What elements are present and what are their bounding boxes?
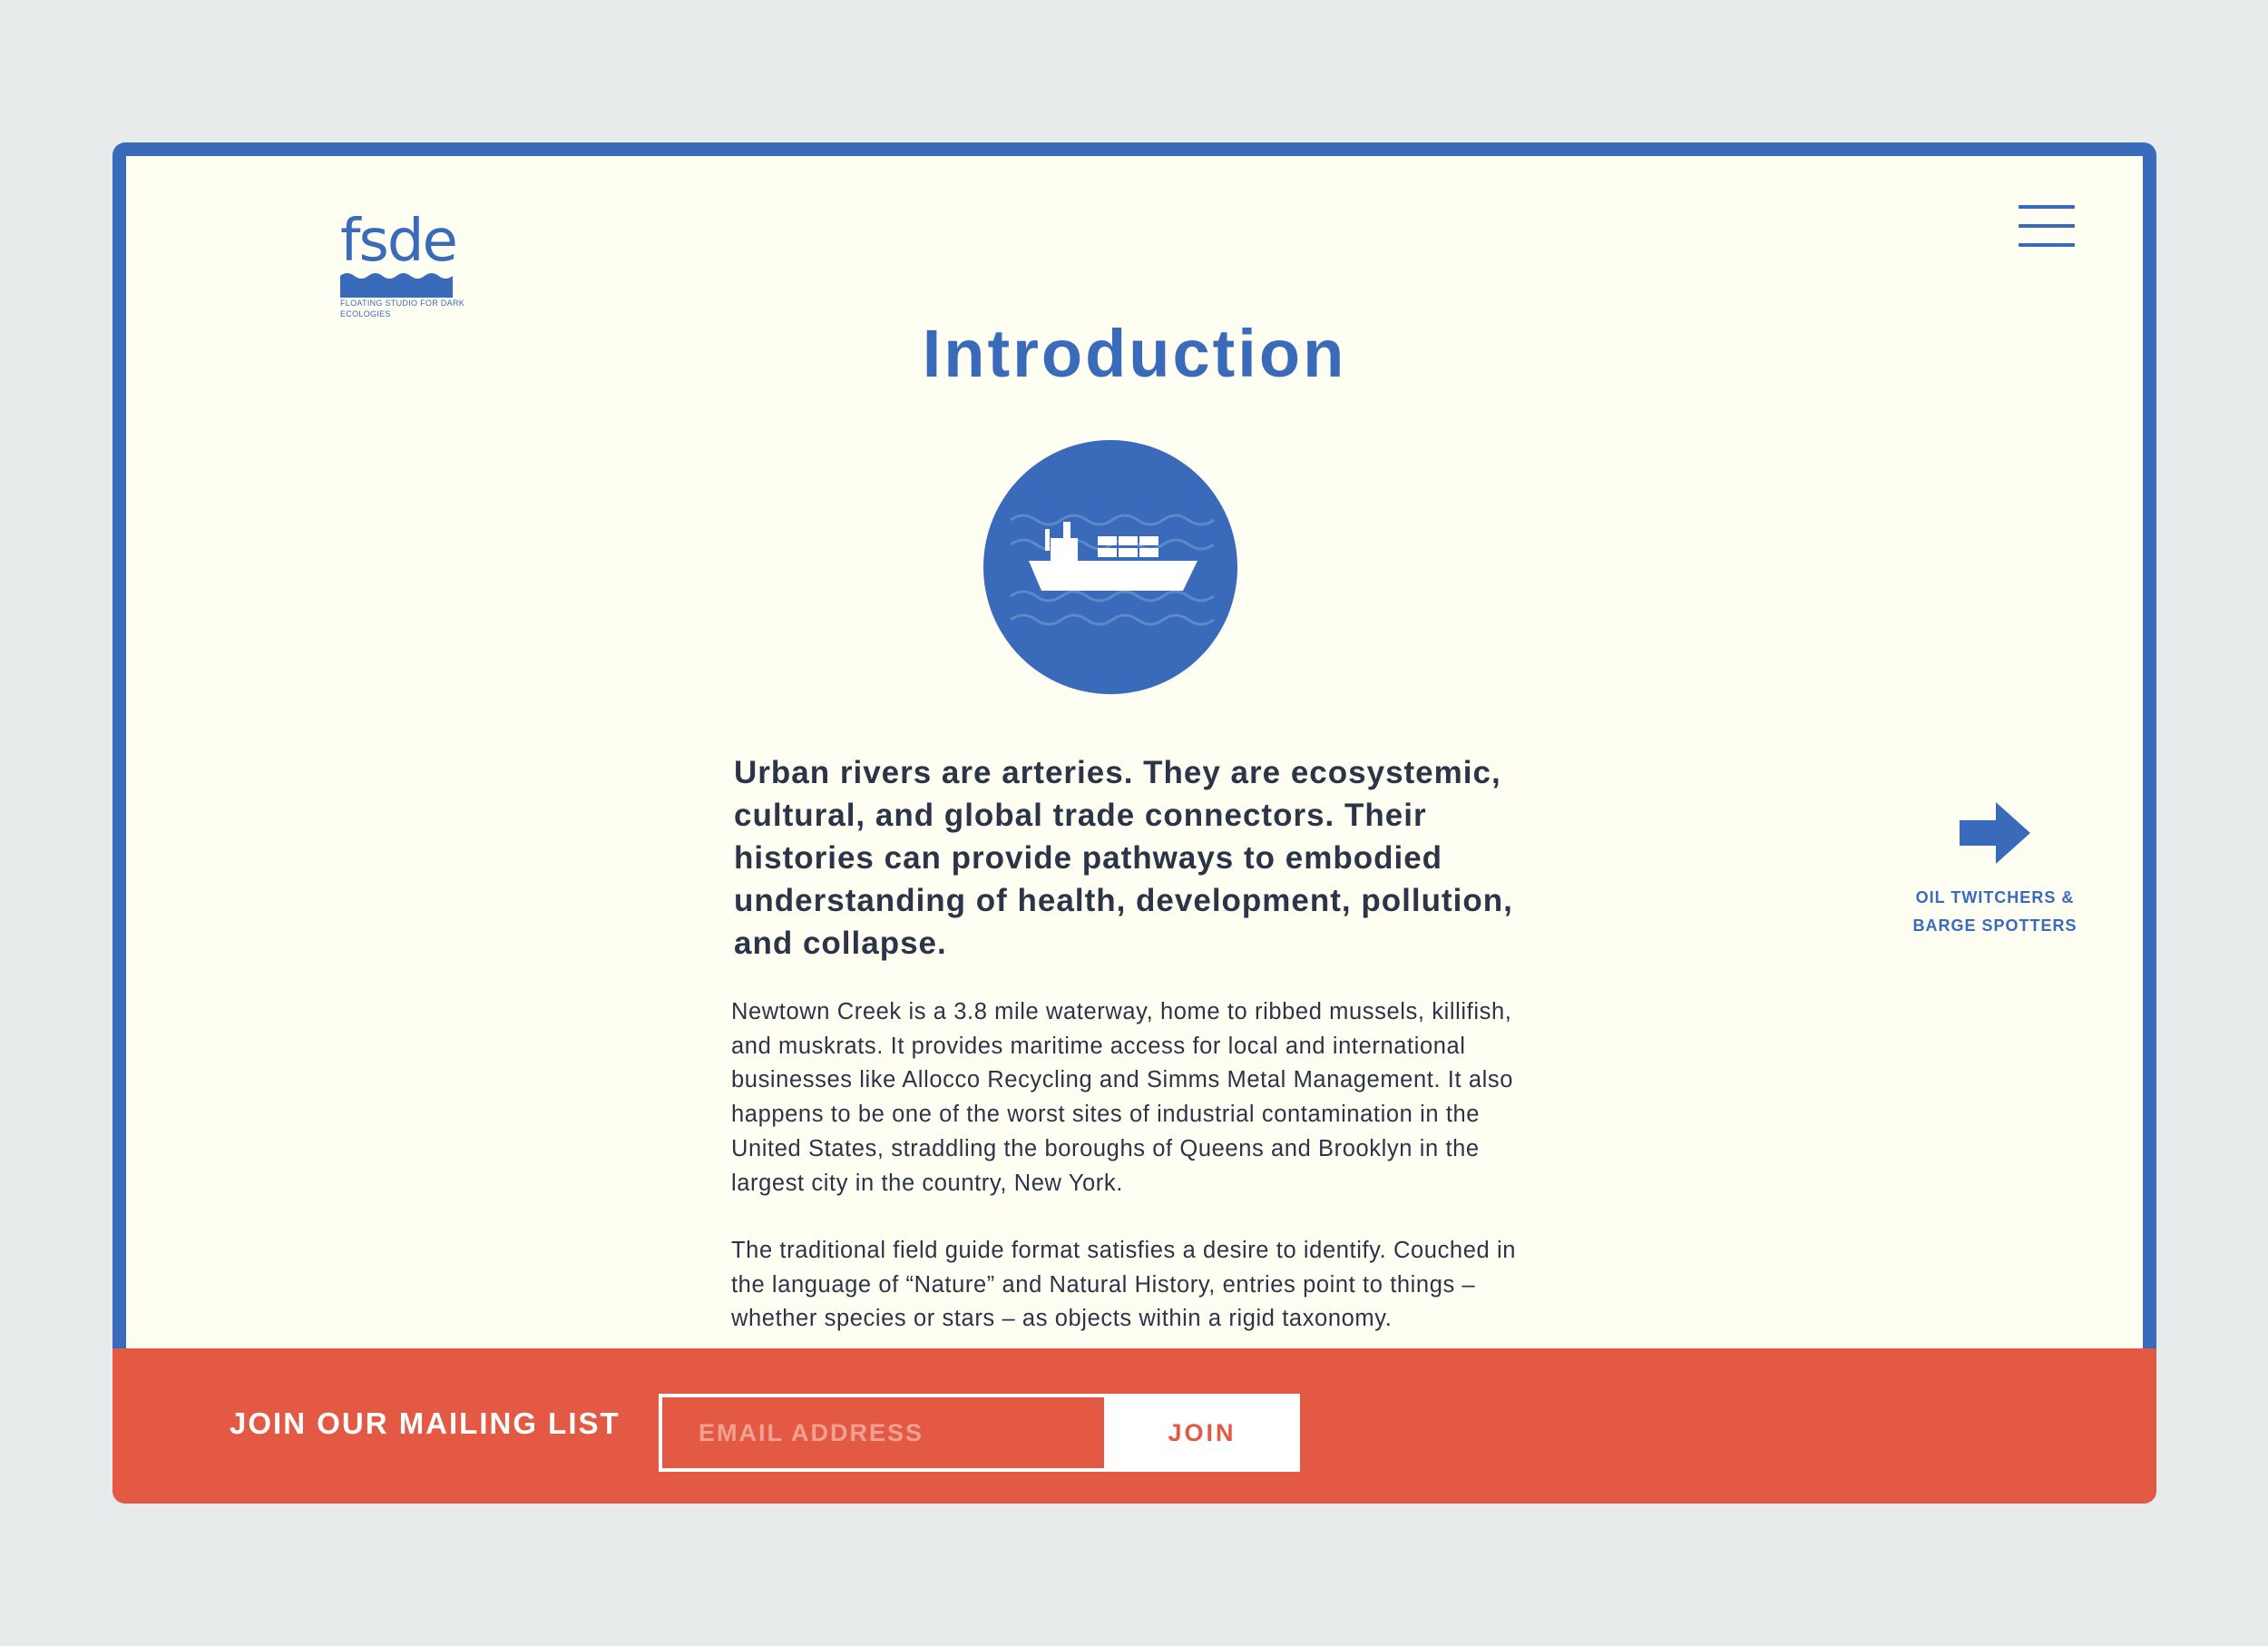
cargo-ship-icon — [983, 440, 1237, 694]
body-paragraph: The traditional field guide format satisfies a desire to identify. Couched in the language of “Nature” and Natural History, entries point to things – whether species or stars – as objects within a rigid taxonomy. — [731, 1238, 1517, 1332]
email-field[interactable] — [662, 1397, 1106, 1468]
hamburger-menu-icon[interactable] — [2019, 205, 2075, 247]
body-paragraph: Newtown Creek is a 3.8 mile waterway, home to ribbed mussels, killifish, and muskrats. It provides maritime access for local and international businesses like Allocco Recycling and Simms Metal Management. It also happens to be one of the worst sites of industrial contamination in the United States, straddling the boroughs of Queens and Brooklyn in the largest city in the country, New York. — [731, 999, 1514, 1196]
arrow-right-icon — [1956, 800, 2034, 866]
browser-frame — [112, 142, 2156, 1504]
mailing-list-footer — [112, 1348, 2156, 1504]
page-content — [126, 156, 2143, 1504]
site-logo[interactable] — [340, 208, 465, 319]
email-field-wrapper — [659, 1394, 1110, 1472]
mailing-list-label: JOIN OUR MAILING LIST — [230, 1406, 621, 1440]
next-section-link[interactable] — [1886, 800, 2104, 940]
next-section-label: OIL TWITCHERS & BARGE SPOTTERS — [1912, 888, 2077, 935]
lede-text: Urban rivers are arteries. They are ecosystemic, cultural, and global trade connectors. Their histories can provide pathways to embodied understanding of health, development, pollution, and collapse. — [734, 755, 1513, 961]
page-title: Introduction — [922, 316, 1347, 391]
logo-wordmark: fsde — [340, 208, 456, 275]
join-button[interactable]: JOIN — [1104, 1394, 1300, 1472]
logo-tagline: FLOATING STUDIO FOR DARK ECOLOGIES — [340, 299, 465, 318]
